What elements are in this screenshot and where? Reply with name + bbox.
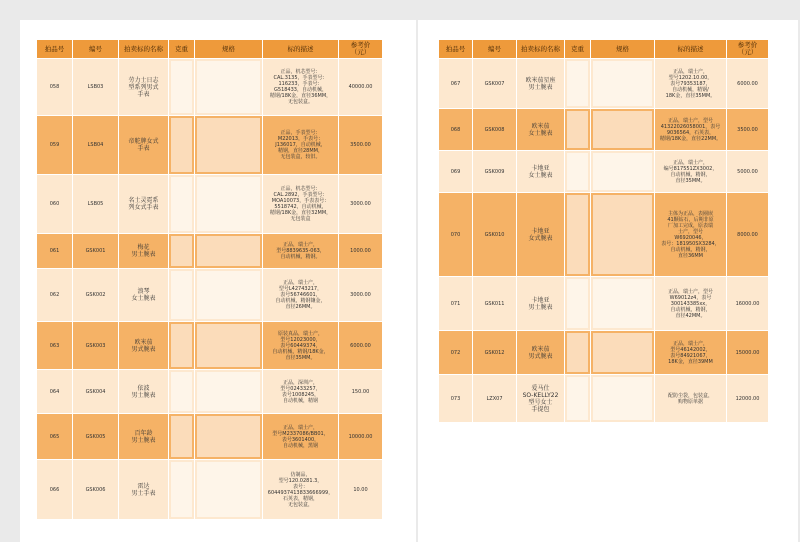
item-name-cell: 欧米茄星座 男士腕表: [517, 59, 565, 109]
col-code: 编号: [473, 40, 517, 59]
spec-cell: [195, 59, 263, 116]
weight-cell: [169, 322, 195, 370]
description-cell: 正品，瑞士产， 型号1202.10.00， 表号79353187， 自动机械，精钢/ 18K金，直径35MM。: [655, 59, 727, 109]
item-name-cell: 卡地亚 男士腕表: [517, 277, 565, 331]
reference-price-cell: 10000.00: [339, 414, 383, 460]
col-reference-price: 参考价 （元）: [727, 40, 769, 59]
description-cell: 正品，瑞士产， 型号L42743217， 表号56746601， 自动机械，精钢镶金， 直径26MM。: [263, 269, 339, 322]
table-row: [439, 109, 769, 151]
empty-cell-panel: [171, 61, 192, 113]
description-cell: 正品，瑞士产，型号 41322026058001，表号 9036564，石英表， 精钢/18K金，直径22MM。: [655, 109, 727, 151]
weight-cell: [169, 175, 195, 234]
description-cell: 正品，瑞士产， 型号M2337086/BB01， 表号3601400， 自动机械，黑钢: [263, 414, 339, 460]
table-body-left: [37, 59, 383, 520]
item-code-cell: GSK001: [73, 234, 119, 269]
description-cell: 仿制品， 型号120.0281.3， 表号： 6044937413833666999， 石英表，精钢， 无包装盒，: [263, 460, 339, 520]
description-cell: 主体为正品，表圈嵌 41颗钻石，后期非原 厂加工完成，原表瑞 士产，型号 W6920046， 表号：181950SX3284， 自动机械，精钢， 直径36MM: [655, 193, 727, 277]
description-cell: 正品，机芯型号： CAL.3135，手表型号： 116233，手表号： G518433，自动机械， 精钢/18K金，直径36MM， 无包装盒。: [263, 59, 339, 116]
weight-cell: [169, 59, 195, 116]
table-row: [439, 375, 769, 423]
col-item-name: 拍卖标的名称: [517, 40, 565, 59]
empty-cell-panel: [197, 61, 260, 113]
empty-cell-panel: [197, 177, 260, 231]
empty-cell-panel: [593, 111, 652, 148]
table-row: [439, 193, 769, 277]
reference-price-cell: 10.00: [339, 460, 383, 520]
item-name-cell: 名士灵霓系 列女式手表: [119, 175, 169, 234]
weight-cell: [565, 375, 591, 423]
lot-number-cell: 063: [37, 322, 73, 370]
empty-cell-panel: [197, 118, 260, 172]
table-row: [439, 331, 769, 375]
item-code-cell: LSB05: [73, 175, 119, 234]
col-item-name: 拍卖标的名称: [119, 40, 169, 59]
item-name-cell: 卡地亚 女士腕表: [517, 151, 565, 193]
empty-cell-panel: [567, 195, 588, 274]
col-reference-price: 参考价 （元）: [339, 40, 383, 59]
item-code-cell: GSK006: [73, 460, 119, 520]
lot-number-cell: 069: [439, 151, 473, 193]
reference-price-cell: 6000.00: [339, 322, 383, 370]
item-code-cell: GSK007: [473, 59, 517, 109]
empty-cell-panel: [567, 279, 588, 328]
weight-cell: [565, 151, 591, 193]
empty-cell-panel: [171, 372, 192, 411]
spec-cell: [591, 109, 655, 151]
col-code: 编号: [73, 40, 119, 59]
empty-cell-panel: [171, 236, 192, 266]
empty-cell-panel: [567, 333, 588, 372]
col-description: 标的描述: [263, 40, 339, 59]
spec-cell: [591, 331, 655, 375]
reference-price-cell: 3000.00: [339, 269, 383, 322]
lot-number-cell: 072: [439, 331, 473, 375]
item-code-cell: GSK010: [473, 193, 517, 277]
weight-cell: [169, 269, 195, 322]
table-row: [37, 59, 383, 116]
reference-price-cell: 16000.00: [727, 277, 769, 331]
lot-number-cell: 068: [439, 109, 473, 151]
col-lot-no: 拍品号: [439, 40, 473, 59]
spec-cell: [195, 234, 263, 269]
lot-number-cell: 058: [37, 59, 73, 116]
item-code-cell: GSK003: [73, 322, 119, 370]
col-weight: 克重: [169, 40, 195, 59]
description-cell: 正品，瑞士产， 型号8839635-063， 自动机械，精钢。: [263, 234, 339, 269]
table-row: [37, 322, 383, 370]
table-row: [37, 460, 383, 520]
empty-cell-panel: [197, 236, 260, 266]
table-row: [37, 116, 383, 175]
reference-price-cell: 8000.00: [727, 193, 769, 277]
col-weight: 克重: [565, 40, 591, 59]
empty-cell-panel: [593, 195, 652, 274]
weight-cell: [169, 116, 195, 175]
item-code-cell: GSK011: [473, 277, 517, 331]
spec-cell: [591, 277, 655, 331]
lot-number-cell: 062: [37, 269, 73, 322]
description-cell: 正品，机芯型号： CAL.2892，手表型号： MOA10073，手表表号： 5518742，自动机械， 精钢/18K金，直径32MM， 无包装盒: [263, 175, 339, 234]
weight-cell: [565, 109, 591, 151]
spec-cell: [195, 175, 263, 234]
item-name-cell: 雷达 男士手表: [119, 460, 169, 520]
reference-price-cell: 5000.00: [727, 151, 769, 193]
description-cell: 原装真品，瑞士产， 型号12023000， 表号60449374， 自动机械，精钢/18K金， 直径35MM。: [263, 322, 339, 370]
table-body-right: [439, 59, 769, 423]
description-cell: 正品，手表型号： M22013，手表号： J136017，自动机械， 精钢，直径28MM， 无包装盒，较旧。: [263, 116, 339, 175]
item-code-cell: LSB04: [73, 116, 119, 175]
lot-number-cell: 067: [439, 59, 473, 109]
table-row: [439, 59, 769, 109]
reference-price-cell: 3500.00: [727, 109, 769, 151]
reference-price-cell: 15000.00: [727, 331, 769, 375]
item-name-cell: 欧米茄 男式腕表: [119, 322, 169, 370]
item-name-cell: 欧米茄 男式腕表: [517, 331, 565, 375]
weight-cell: [169, 414, 195, 460]
empty-cell-panel: [567, 61, 588, 106]
table-row: [37, 269, 383, 322]
lot-number-cell: 070: [439, 193, 473, 277]
item-name-cell: 卡地亚 女式腕表: [517, 193, 565, 277]
empty-cell-panel: [593, 153, 652, 190]
weight-cell: [169, 370, 195, 414]
empty-cell-panel: [171, 462, 192, 517]
weight-cell: [169, 460, 195, 520]
item-code-cell: GSK005: [73, 414, 119, 460]
item-code-cell: GSK002: [73, 269, 119, 322]
table-row: [37, 414, 383, 460]
spec-cell: [591, 193, 655, 277]
table-row: [37, 370, 383, 414]
reference-price-cell: 40000.00: [339, 59, 383, 116]
reference-price-cell: 12000.00: [727, 375, 769, 423]
empty-cell-panel: [197, 372, 260, 411]
item-name-cell: 劳力士日志 型系列男式 手表: [119, 59, 169, 116]
description-cell: 正品，深圳产， 型号02433257， 表号1008245， 自动机械，精钢: [263, 370, 339, 414]
spec-cell: [195, 322, 263, 370]
empty-cell-panel: [593, 333, 652, 372]
col-description: 标的描述: [655, 40, 727, 59]
item-code-cell: GSK012: [473, 331, 517, 375]
item-name-cell: 帝舵牌女式 手表: [119, 116, 169, 175]
lot-number-cell: 071: [439, 277, 473, 331]
empty-cell-panel: [171, 416, 192, 457]
empty-cell-panel: [567, 377, 588, 420]
description-cell: 配防尘袋，包装盒， 购物原单据: [655, 375, 727, 423]
col-lot-no: 拍品号: [37, 40, 73, 59]
empty-cell-panel: [197, 324, 260, 367]
item-code-cell: GSK009: [473, 151, 517, 193]
table-row: [37, 175, 383, 234]
lot-number-cell: 061: [37, 234, 73, 269]
weight-cell: [565, 59, 591, 109]
spec-cell: [195, 269, 263, 322]
weight-cell: [565, 331, 591, 375]
spec-cell: [591, 59, 655, 109]
weight-cell: [565, 277, 591, 331]
empty-cell-panel: [593, 279, 652, 328]
empty-cell-panel: [197, 271, 260, 319]
item-name-cell: 梅花 男士腕表: [119, 234, 169, 269]
spec-cell: [195, 370, 263, 414]
empty-cell-panel: [171, 118, 192, 172]
left-page: [20, 20, 416, 542]
item-code-cell: GSK008: [473, 109, 517, 151]
reference-price-cell: 6000.00: [727, 59, 769, 109]
description-cell: 正品，瑞士产，型号 W69012z4，表号 300143385xx， 自动机械，精钢， 直径42MM。: [655, 277, 727, 331]
empty-cell-panel: [171, 271, 192, 319]
lot-number-cell: 066: [37, 460, 73, 520]
empty-cell-panel: [593, 61, 652, 106]
reference-price-cell: 3000.00: [339, 175, 383, 234]
table-row: [37, 234, 383, 269]
item-code-cell: LZX07: [473, 375, 517, 423]
spec-cell: [195, 116, 263, 175]
spec-cell: [195, 460, 263, 520]
lot-number-cell: 059: [37, 116, 73, 175]
empty-cell-panel: [171, 324, 192, 367]
lot-number-cell: 060: [37, 175, 73, 234]
reference-price-cell: 3500.00: [339, 116, 383, 175]
reference-price-cell: 1000.00: [339, 234, 383, 269]
item-name-cell: 依波 男士腕表: [119, 370, 169, 414]
lot-table-left: [36, 39, 383, 520]
lot-number-cell: 073: [439, 375, 473, 423]
weight-cell: [565, 193, 591, 277]
item-code-cell: LSB03: [73, 59, 119, 116]
empty-cell-panel: [567, 111, 588, 148]
table-row: [439, 277, 769, 331]
right-page: [418, 20, 798, 542]
spec-cell: [591, 375, 655, 423]
table-row: [439, 151, 769, 193]
item-name-cell: 爱马仕 SO-KELLY22 型号女士 手提包: [517, 375, 565, 423]
col-spec: 规格: [591, 40, 655, 59]
table-header-row: [37, 40, 383, 59]
spec-cell: [591, 151, 655, 193]
table-header-row: [439, 40, 769, 59]
empty-cell-panel: [197, 416, 260, 457]
col-spec: 规格: [195, 40, 263, 59]
weight-cell: [169, 234, 195, 269]
empty-cell-panel: [171, 177, 192, 231]
lot-table-right: [438, 39, 769, 423]
reference-price-cell: 150.00: [339, 370, 383, 414]
item-name-cell: 百年龄 男士腕表: [119, 414, 169, 460]
item-name-cell: 浪琴 女士腕表: [119, 269, 169, 322]
description-cell: 正品，瑞士产， 型号46142002， 表号84921067， 18K金，直径39MM: [655, 331, 727, 375]
item-code-cell: GSK004: [73, 370, 119, 414]
spec-cell: [195, 414, 263, 460]
empty-cell-panel: [197, 462, 260, 517]
item-name-cell: 欧米茄 女士腕表: [517, 109, 565, 151]
empty-cell-panel: [567, 153, 588, 190]
empty-cell-panel: [593, 377, 652, 420]
lot-number-cell: 065: [37, 414, 73, 460]
description-cell: 正品，瑞士产， 编号817551ZX3002， 自动机械，精钢， 直径35MM。: [655, 151, 727, 193]
lot-number-cell: 064: [37, 370, 73, 414]
